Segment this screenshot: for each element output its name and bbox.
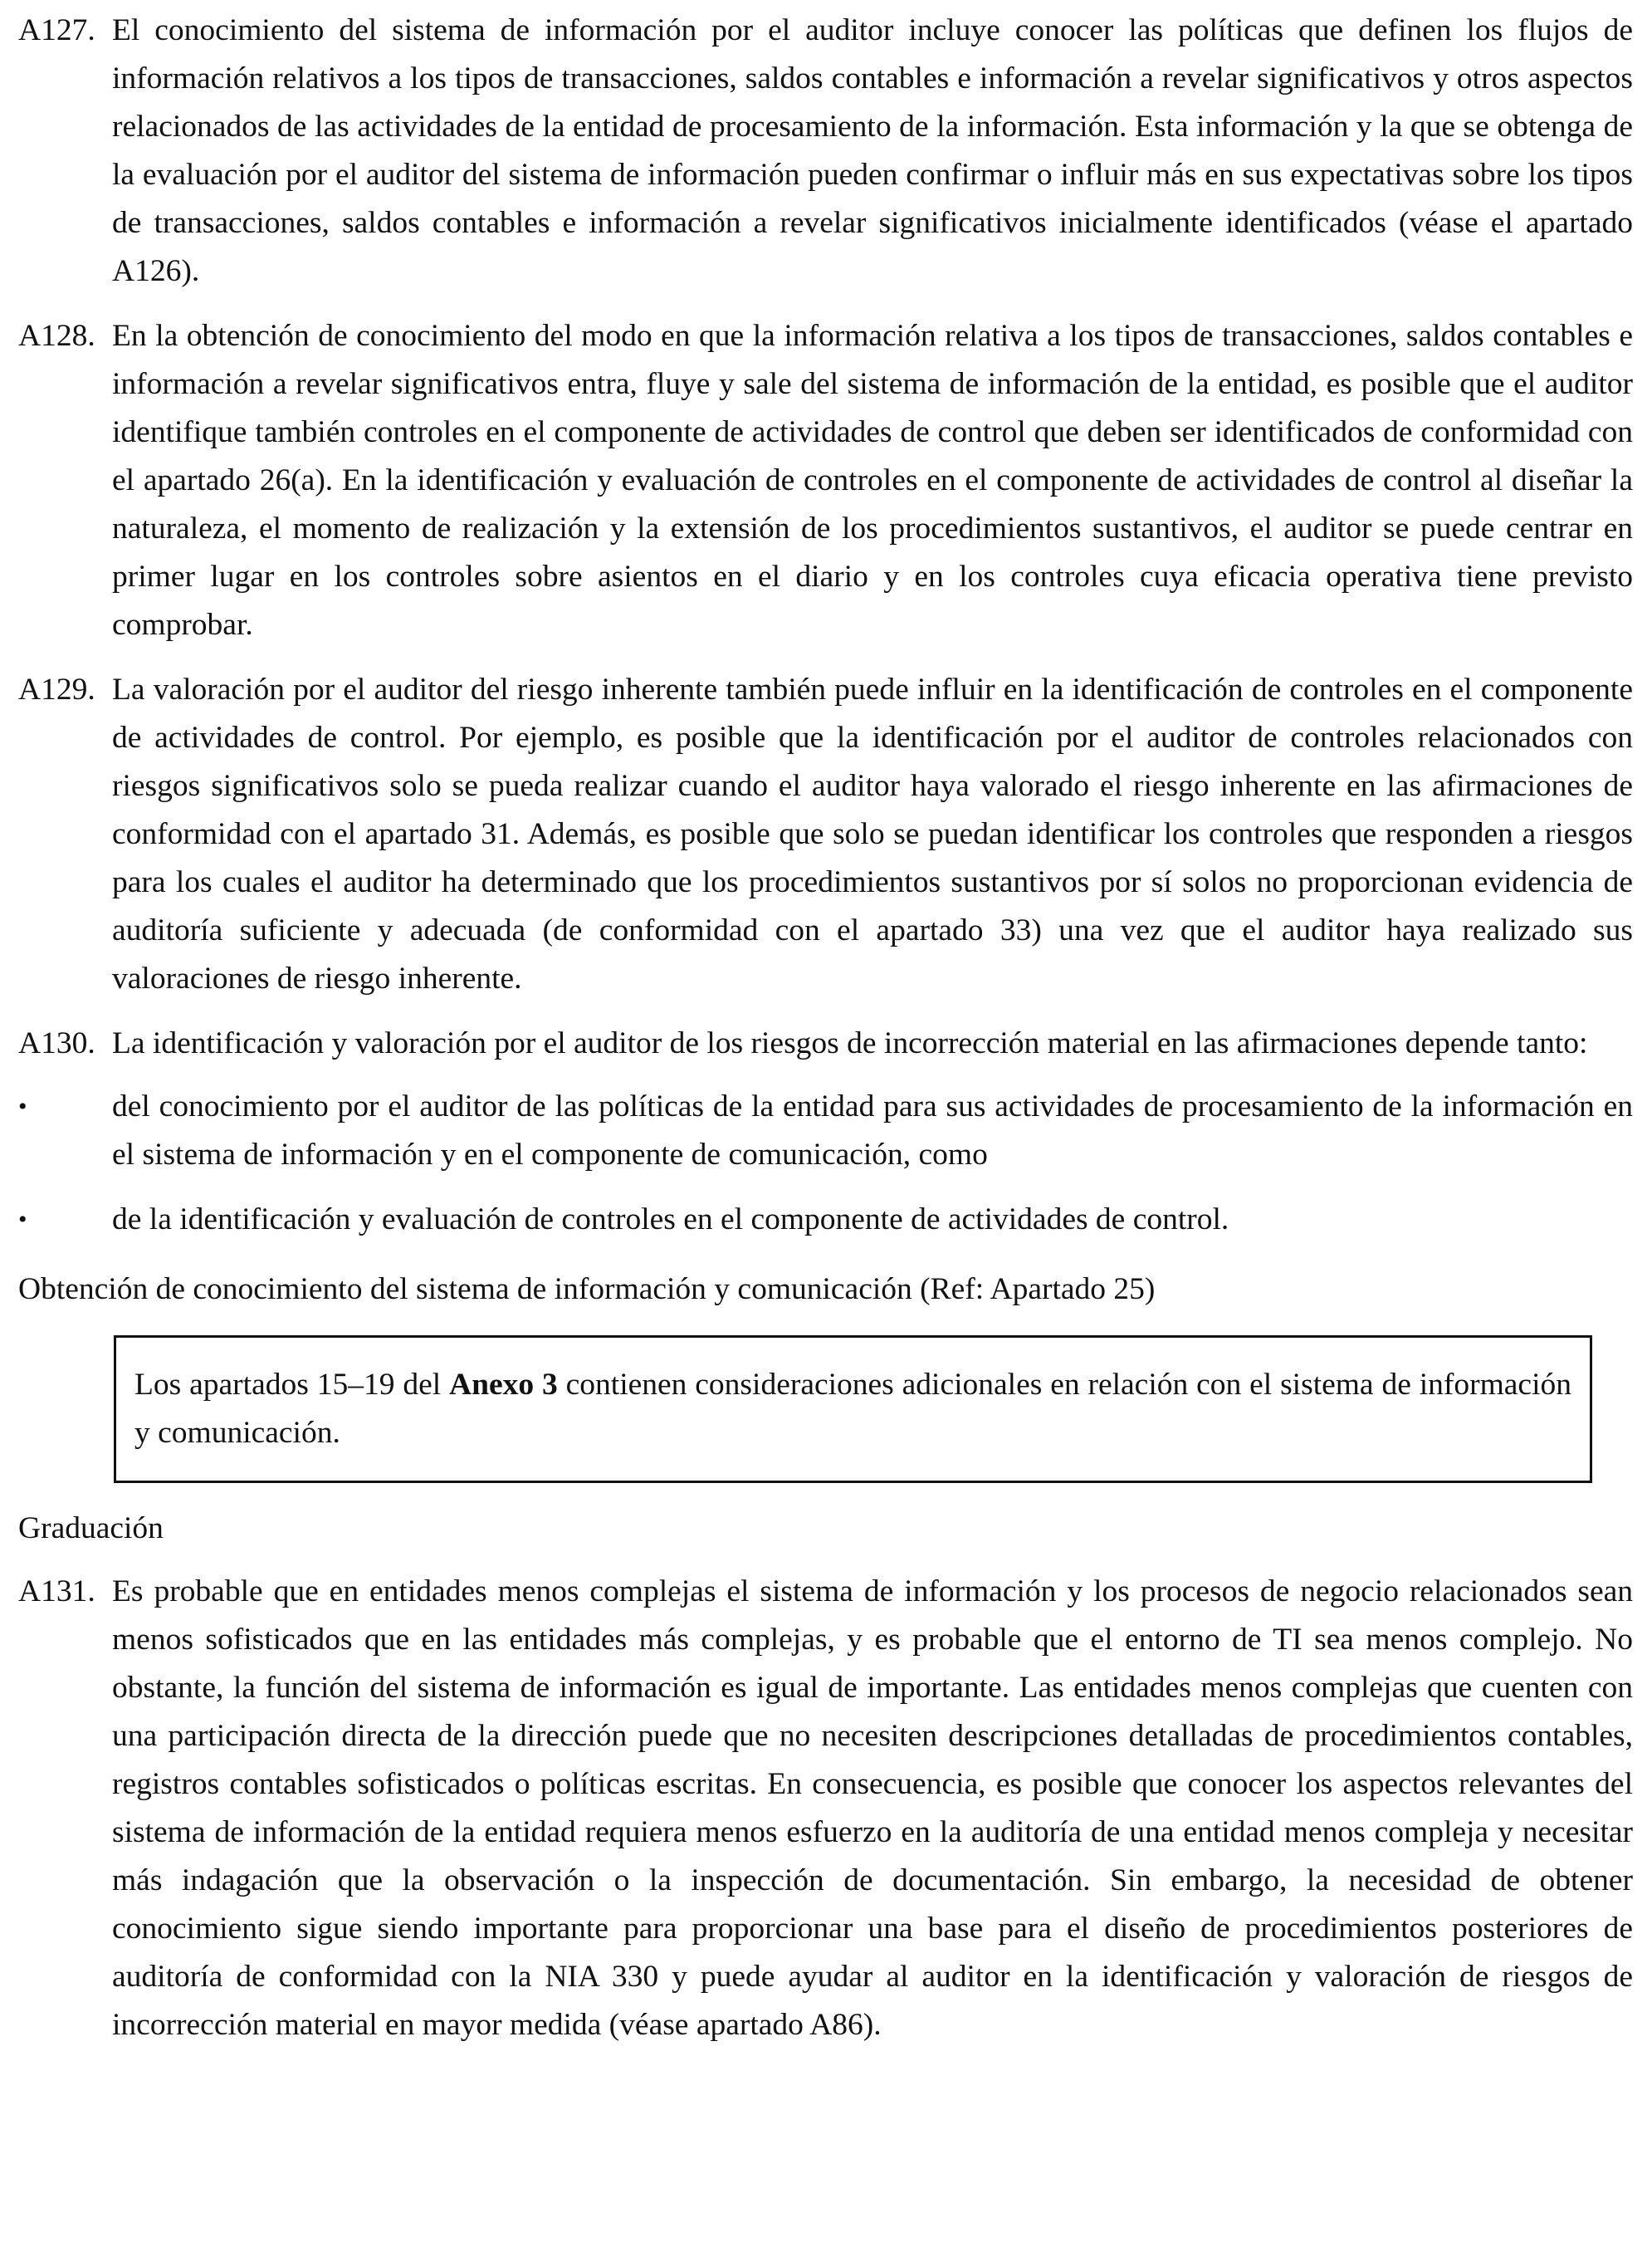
paragraph-text: Es probable que en entidades menos complejas el sistema de información y los procesos de negocio relacionados sean menos sofisticados que en las entidades más complejas, y es probable que el entorno de TI sea menos complejo. No obstante, la función del sistema de información es igual de importante. Las entidades menos complejas que cuenten con una participación directa de la dirección puede que no necesiten descripciones detalladas de procedimientos contables, registros contables sofisticados o políticas escritas. En consecuencia, es posible que conocer los aspectos relevantes del sistema de información de la entidad requiera menos esfuerzo en la auditoría de una entidad menos compleja y necesitar más indagación que la observación o la inspección de documentación. Sin embargo, la necesidad de obtener conocimiento sigue siendo importante para proporcionar una base para el diseño de procedimientos posteriores de auditoría de conformidad con la NIA 330 y puede ayudar al auditor en la identificación y valoración de riesgos de incorrección material en mayor medida (véase apartado A86). [112,1574,1633,2042]
paragraph-a129 [18,666,1633,1003]
paragraph-number: A128. [18,319,95,353]
note-text-bold: Anexo 3 [449,1368,558,1402]
paragraph-number: A129. [18,673,95,707]
paragraph-text: La identificación y valoración por el auditor de los riesgos de incorrección material en las afirmaciones depende tanto: [112,1026,1588,1060]
paragraph-number: A131. [18,1574,95,1608]
paragraph-a128 [18,312,1633,649]
note-box [114,1335,1592,1483]
subsection-heading: Graduación [18,1511,164,1545]
paragraph-a131 [18,1568,1633,2049]
bullet-icon: • [18,1206,27,1233]
paragraph-text: En la obtención de conocimiento del modo en que la información relativa a los tipos de transacciones, saldos contables e información a revelar significativos entra, fluye y sale del sistema de información de la entidad, es posible que el auditor identifique también controles en el componente de actividades de control que deben ser identificados de conformidad con el apartado 26(a). En la identificación y evaluación de controles en el componente de actividades de control al diseñar la naturaleza, el momento de realización y la extensión de los procedimientos sustantivos, el auditor se puede centrar en primer lugar en los controles sobre asientos en el diario y en los controles cuya eficacia operativa tiene previsto comprobar. [112,319,1633,642]
paragraph-text: El conocimiento del sistema de información por el auditor incluye conocer las políticas que definen los flujos de información relativos a los tipos de transacciones, saldos contables e información a revelar significativos y otros aspectos relacionados de las actividades de la entidad de procesamiento de la información. Esta información y la que se obtenga de la evaluación por el auditor del sistema de información pueden confirmar o influir más en sus expectativas sobre los tipos de transacciones, saldos contables e información a revelar significativos inicialmente identificados (véase el apartado A126). [112,13,1633,288]
section-heading: Obtención de conocimiento del sistema de información y comunicación (Ref: Apartado 25) [18,1272,1156,1306]
bullet-item [18,1083,1633,1179]
bullet-text: de la identificación y evaluación de controles en el componente de actividades de control. [112,1202,1229,1236]
paragraph-number: A127. [18,13,95,47]
bullet-icon: • [18,1093,27,1120]
paragraph-a127 [18,7,1633,296]
paragraph-number: A130. [18,1026,95,1060]
bullet-text: del conocimiento por el auditor de las políticas de la entidad para sus actividades de procesamiento de la información en el sistema de información y en el componente de comunicación, como [112,1089,1633,1172]
bullet-item [18,1196,1633,1244]
bullet-list [18,1083,1633,1244]
paragraph-a130 [18,1020,1633,1068]
note-text-before: Los apartados 15–19 del [134,1368,450,1402]
note-text-after: contienen consideraciones adicionales en relación con el sistema de información y comunicación. [134,1368,1571,1450]
paragraph-text: La valoración por el auditor del riesgo inherente también puede influir en la identificación de controles en el componente de actividades de control. Por ejemplo, es posible que la identificación por el auditor de controles relacionados con riesgos significativos solo se pueda realizar cuando el auditor haya valorado el riesgo inherente en las afirmaciones de conformidad con el apartado 31. Además, es posible que solo se puedan identificar los controles que responden a riesgos para los cuales el auditor ha determinado que los procedimientos sustantivos por sí solos no proporcionan evidencia de auditoría suficiente y adecuada (de conformidad con el apartado 33) una vez que el auditor haya realizado sus valoraciones de riesgo inherente. [112,673,1633,996]
document-page [18,7,1633,2066]
